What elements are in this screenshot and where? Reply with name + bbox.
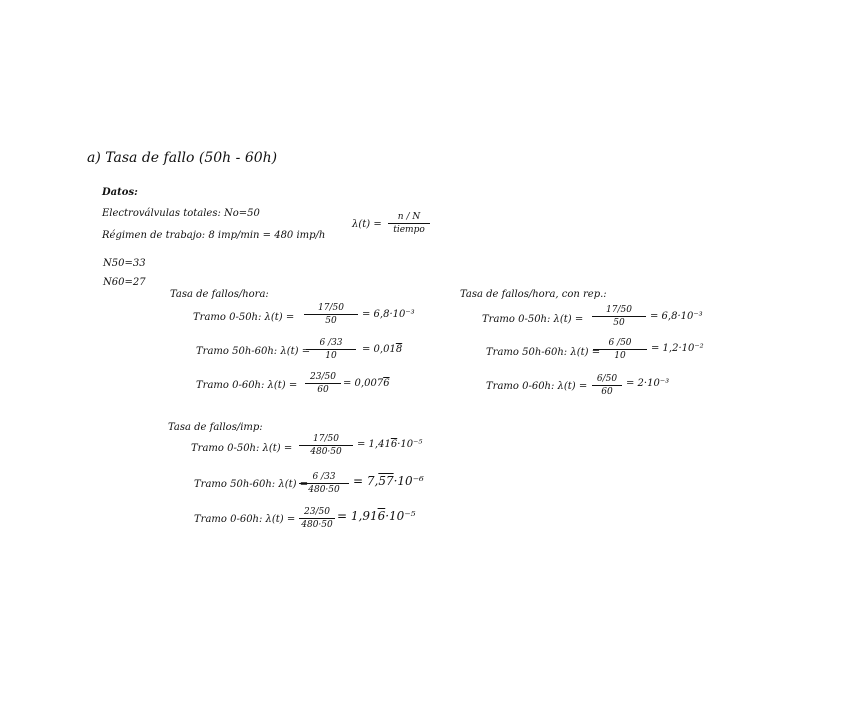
rate-per-imp-title: Tasa de fallos/imp:	[168, 422, 263, 433]
formula-denominator: tiempo	[393, 225, 425, 235]
rph-row1-label: Tramo 0-50h: λ(t) =	[193, 312, 295, 323]
rph-row3-label: Tramo 0-60h: λ(t) =	[196, 380, 298, 391]
rphr-row1-label: Tramo 0-50h: λ(t) =	[482, 314, 584, 325]
electrovalvulas-text: Electroválvulas totales: No=50	[102, 208, 260, 219]
rph-row3-result-period: 6	[383, 378, 390, 389]
rpi-row1-fraction	[299, 434, 353, 457]
rpi-row1-label: Tramo 0-50h: λ(t) =	[191, 443, 293, 454]
rate-per-hour-rep-title: Tasa de fallos/hora, con rep.:	[460, 289, 607, 300]
rpi-row2-num: 6 /33	[299, 472, 349, 484]
rpi-row3-fraction	[299, 507, 335, 530]
rphr-row3-num: 6/50	[592, 374, 622, 386]
rphr-row3-den: 60	[601, 387, 613, 397]
rpi-row2-result-pre: = 7,	[353, 474, 379, 488]
rph-row2-num: 6 /33	[306, 338, 356, 350]
rpi-row2-result-period: 57	[378, 474, 394, 488]
rpi-row1-result-pre: = 1,41	[357, 439, 391, 450]
rph-row1-fraction	[304, 303, 358, 326]
rph-row3-result-pre: = 0,007	[343, 378, 384, 389]
rph-row1-num: 17/50	[304, 303, 358, 315]
rphr-row1-num: 17/50	[592, 305, 646, 317]
rph-row2-result-period: 8	[395, 344, 403, 355]
rpi-row3-result	[337, 509, 415, 523]
rpi-row2-fraction	[299, 472, 349, 495]
regimen-text: Régimen de trabajo: 8 imp/min = 480 imp/h	[102, 230, 326, 241]
rph-row2-result	[362, 344, 402, 355]
rph-row3-fraction	[305, 372, 341, 395]
rpi-row3-result-pre: = 1,91	[337, 509, 378, 523]
datos-label: Datos:	[102, 187, 138, 198]
rate-per-hour-title: Tasa de fallos/hora:	[170, 289, 269, 300]
rpi-row1-result-exp: ·10⁻⁵	[397, 439, 423, 450]
section-heading: a) Tasa de fallo (50h - 60h)	[87, 150, 278, 166]
rphr-row3-label: Tramo 0-60h: λ(t) =	[486, 381, 588, 392]
rphr-row3-result: = 2·10⁻³	[626, 378, 670, 389]
rpi-row3-result-exp: ·10⁻⁵	[385, 509, 416, 523]
rph-row2-result-pre: = 0,01	[362, 344, 396, 355]
rpi-row3-num: 23/50	[299, 507, 335, 519]
formula-numerator: n / N	[388, 212, 430, 224]
rpi-row2-label: Tramo 50h-60h: λ(t) =	[194, 479, 309, 490]
rph-row3-den: 60	[317, 385, 329, 395]
rpi-row2-den: 480·50	[308, 485, 340, 495]
rph-row2-den: 10	[325, 351, 337, 361]
rpi-row1-result	[357, 439, 422, 450]
rphr-row3-fraction	[592, 374, 622, 397]
rpi-row2-result	[353, 474, 424, 488]
formula-lhs: λ(t) =	[352, 219, 382, 230]
rpi-row2-result-exp: ·10⁻⁶	[393, 474, 424, 488]
rph-row1-result: = 6,8·10⁻³	[362, 309, 415, 320]
rpi-row1-den: 480·50	[310, 447, 342, 457]
n60-text: N60=27	[103, 277, 146, 288]
rphr-row2-den: 10	[614, 351, 626, 361]
rpi-row1-result-period: 6	[390, 439, 398, 450]
rpi-row3-label: Tramo 0-60h: λ(t) =	[194, 514, 296, 525]
rpi-row3-result-period: 6	[377, 509, 386, 523]
rphr-row1-result: = 6,8·10⁻³	[650, 311, 703, 322]
rphr-row2-result: = 1,2·10⁻²	[651, 343, 704, 354]
rph-row1-den: 50	[325, 316, 337, 326]
n50-text: N50=33	[103, 258, 146, 269]
rphr-row2-num: 6 /50	[593, 338, 647, 350]
rphr-row2-label: Tramo 50h-60h: λ(t) =	[486, 347, 601, 358]
rphr-row1-den: 50	[613, 318, 625, 328]
rpi-row1-num: 17/50	[299, 434, 353, 446]
rphr-row2-fraction	[593, 338, 647, 361]
rph-row3-result	[343, 378, 390, 389]
rpi-row3-den: 480·50	[301, 520, 333, 530]
rph-row3-num: 23/50	[305, 372, 341, 384]
rph-row2-label: Tramo 50h-60h: λ(t) =	[196, 346, 311, 357]
rph-row2-fraction	[306, 338, 356, 361]
formula-fraction	[388, 212, 430, 235]
rphr-row1-fraction	[592, 305, 646, 328]
